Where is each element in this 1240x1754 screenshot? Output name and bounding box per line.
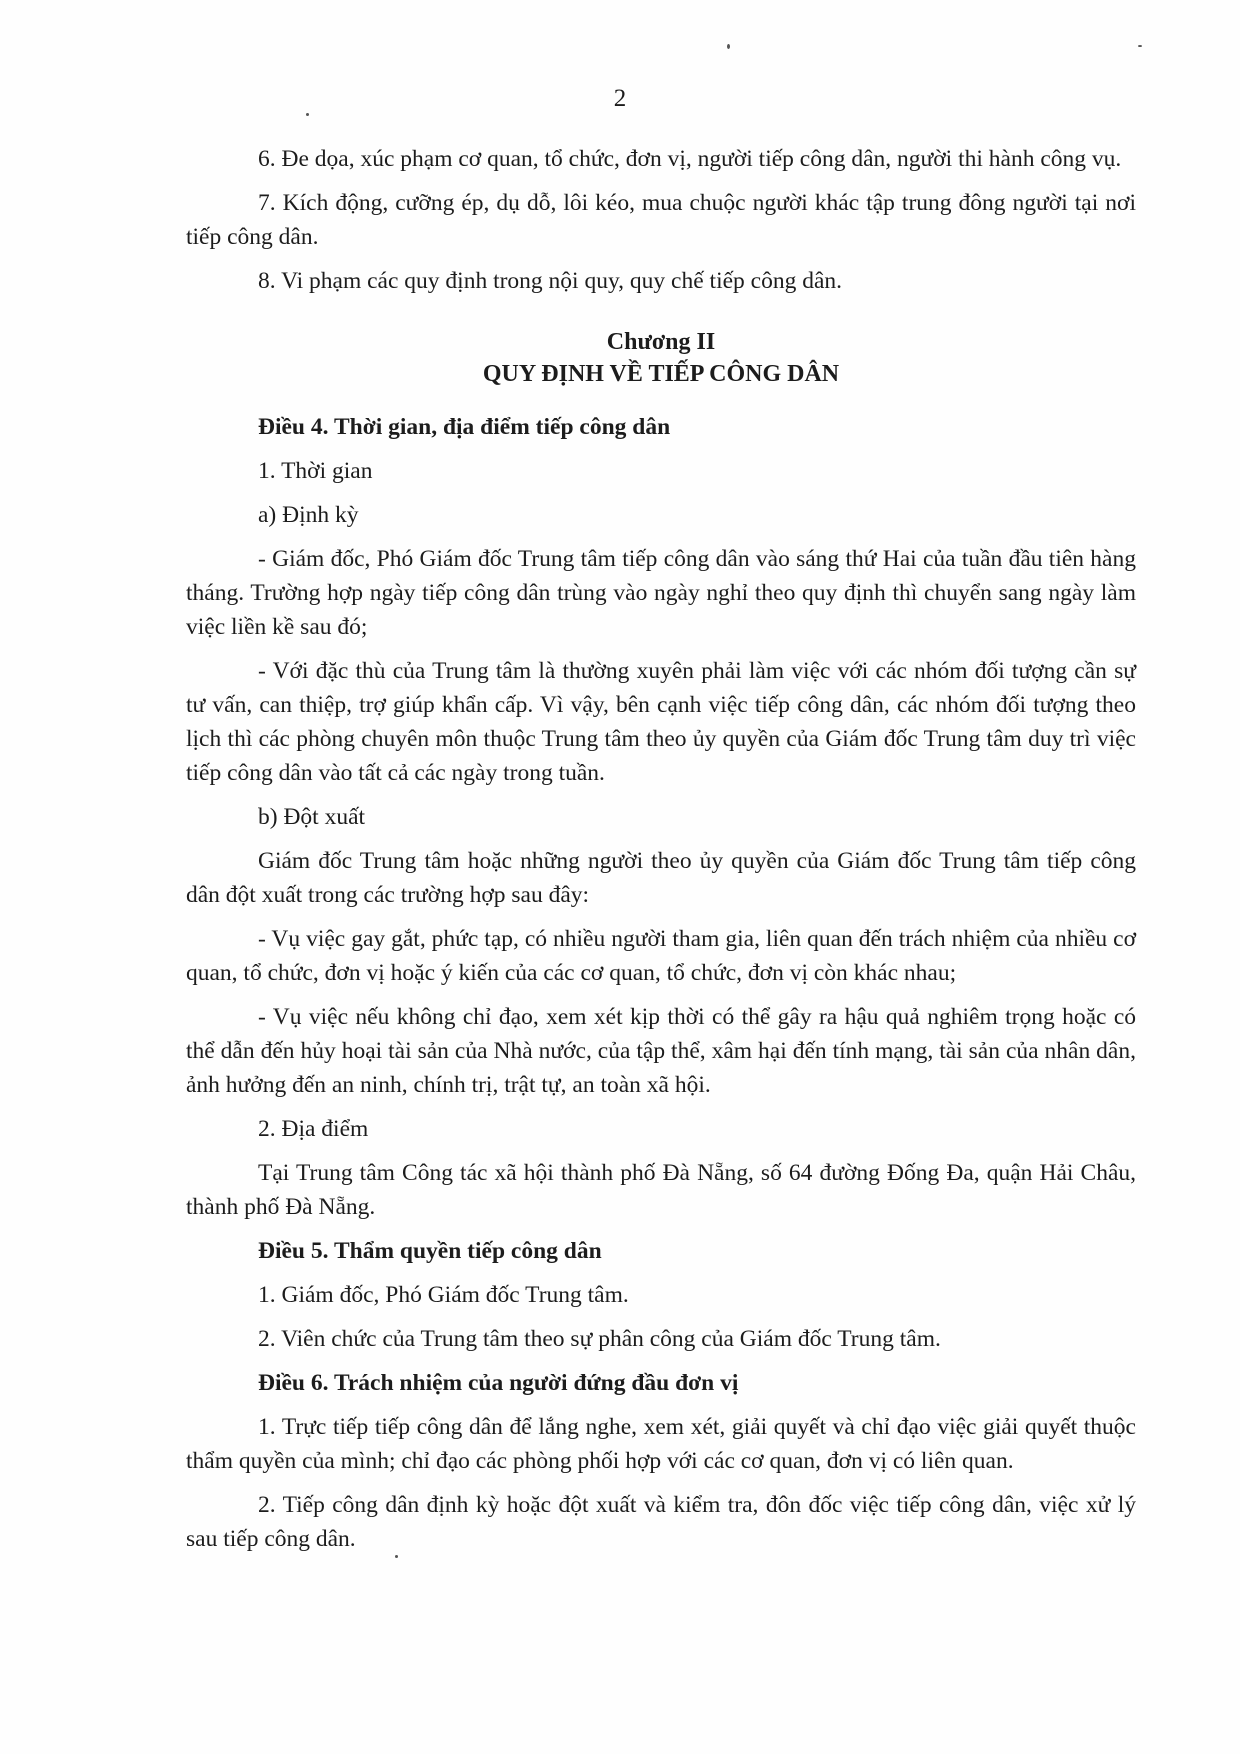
article-4-item: a) Định kỳ [258,502,359,528]
intro-item-7: 7. Kích động, cưỡng ép, dụ dỗ, lôi kéo, mua chuộc người khác tập trung đông người tại nơi tiếp công dân. [186,190,1136,250]
article-4-item: 2. Địa điểm [258,1116,369,1142]
article-6-heading: Điều 6. Trách nhiệm của người đứng đầu đơn vị [258,1370,739,1396]
article-5-item: 1. Giám đốc, Phó Giám đốc Trung tâm. [258,1282,629,1308]
article-4-item: - Vụ việc nếu không chỉ đạo, xem xét kịp thời có thể gây ra hậu quả nghiêm trọng hoặc có thể dẫn đến hủy hoại tài sản của Nhà nước, của tập thể, xâm hại đến tính mạng, tài sản của nhân dân, ảnh hưởng đến an ninh, chính trị, trật tự, an toàn xã hội. [186,1004,1136,1098]
intro-item-6: 6. Đe dọa, xúc phạm cơ quan, tổ chức, đơn vị, người tiếp công dân, người thi hành công vụ. [258,146,1122,172]
article-4-item: - Giám đốc, Phó Giám đốc Trung tâm tiếp công dân vào sáng thứ Hai của tuần đầu tiên hàng tháng. Trường hợp ngày tiếp công dân trùng vào ngày nghỉ theo quy định thì chuyển sang ngày làm việc liền kề sau đó; [186,546,1136,640]
article-4-item: 1. Thời gian [258,458,373,484]
article-4-heading: Điều 4. Thời gian, địa điểm tiếp công dân [258,414,671,440]
article-4-item: b) Đột xuất [258,804,366,830]
scan-speck [1138,45,1142,47]
document-body [186,142,1136,1566]
article-5-heading: Điều 5. Thẩm quyền tiếp công dân [258,1238,602,1264]
article-4-item: - Với đặc thù của Trung tâm là thường xuyên phải làm việc với các nhóm đối tượng cần sự tư vấn, can thiệp, trợ giúp khẩn cấp. Vì vậy, bên cạnh việc tiếp công dân, các nhóm đối tượng theo lịch thì các phòng chuyên môn thuộc Trung tâm theo ủy quyền của Giám đốc Trung tâm duy trì việc tiếp công dân vào tất cả các ngày trong tuần. [186,658,1136,786]
page-number: 2 [613,85,627,112]
chapter-heading [186,326,1136,390]
article-5-item: 2. Viên chức của Trung tâm theo sự phân công của Giám đốc Trung tâm. [258,1326,941,1352]
article-6-item: 1. Trực tiếp tiếp công dân để lắng nghe, xem xét, giải quyết và chỉ đạo việc giải quyết thuộc thẩm quyền của mình; chỉ đạo các phòng phối hợp với các cơ quan, đơn vị có liên quan. [186,1414,1136,1474]
scan-speck [727,44,730,49]
intro-item-8: 8. Vi phạm các quy định trong nội quy, quy chế tiếp công dân. [258,268,843,294]
chapter-subtitle: QUY ĐỊNH VỀ TIẾP CÔNG DÂN [482,361,840,387]
article-4-item: Giám đốc Trung tâm hoặc những người theo ủy quyền của Giám đốc Trung tâm tiếp công dân đột xuất trong các trường hợp sau đây: [186,848,1136,908]
article-4-item: - Vụ việc gay gắt, phức tạp, có nhiều người tham gia, liên quan đến trách nhiệm của nhiều cơ quan, tổ chức, đơn vị hoặc ý kiến của các cơ quan, tổ chức, đơn vị còn khác nhau; [186,926,1136,986]
article-6-item: 2. Tiếp công dân định kỳ hoặc đột xuất và kiểm tra, đôn đốc việc tiếp công dân, việc xử lý sau tiếp công dân. [186,1492,1136,1552]
chapter-title: Chương II [606,329,716,355]
article-4-item: Tại Trung tâm Công tác xã hội thành phố Đà Nẵng, số 64 đường Đống Đa, quận Hải Châu, thành phố Đà Nẵng. [186,1160,1136,1220]
